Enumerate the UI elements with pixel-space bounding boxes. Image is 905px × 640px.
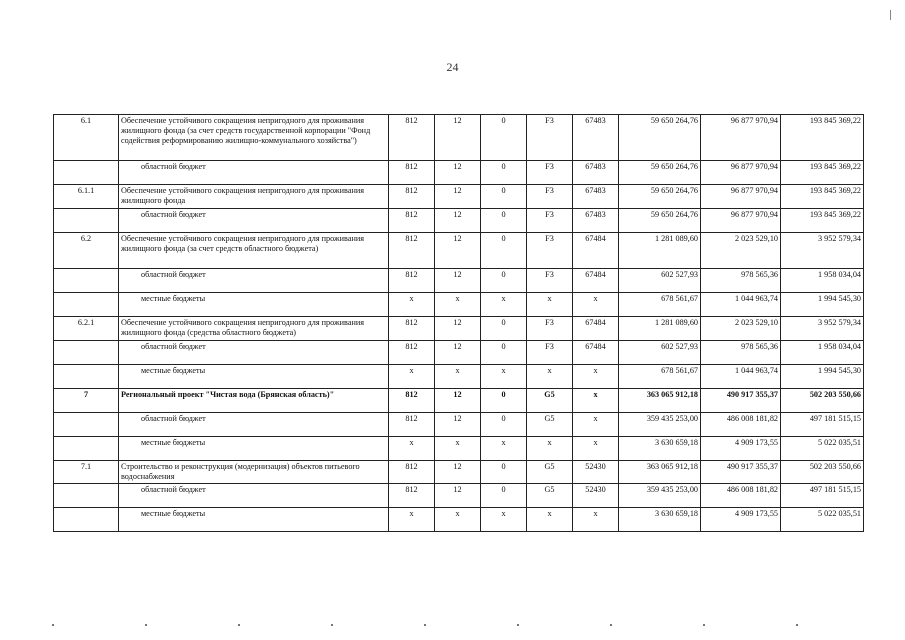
cell-code-subsection: 0	[481, 115, 527, 161]
cell-row-number	[54, 508, 119, 532]
cell-code-project: F3	[527, 341, 573, 365]
cell-amount-year2: 4 909 173,55	[701, 437, 781, 461]
cell-row-number: 6.1.1	[54, 185, 119, 209]
cell-amount-year3: 193 845 369,22	[781, 185, 864, 209]
table-row	[54, 484, 864, 508]
cell-item-name: местные бюджеты	[119, 293, 389, 317]
cell-amount-year1: 1 281 089,60	[619, 233, 701, 269]
cell-code-project: F3	[527, 233, 573, 269]
table-row	[54, 413, 864, 437]
cell-item-name: областной бюджет	[119, 209, 389, 233]
cell-amount-year3: 1 958 034,04	[781, 269, 864, 293]
cell-code-project: x	[527, 365, 573, 389]
cell-row-number	[54, 161, 119, 185]
cell-row-number: 6.1	[54, 115, 119, 161]
cell-code-section: 12	[435, 269, 481, 293]
cell-amount-year3: 193 845 369,22	[781, 161, 864, 185]
cell-amount-year3: 1 994 545,30	[781, 365, 864, 389]
cell-item-name: областной бюджет	[119, 413, 389, 437]
cell-code-grbs: 812	[389, 413, 435, 437]
cell-amount-year2: 96 877 970,94	[701, 209, 781, 233]
cell-code-direction: 67483	[573, 161, 619, 185]
cell-code-section: 12	[435, 185, 481, 209]
cell-amount-year3: 193 845 369,22	[781, 115, 864, 161]
cell-code-subsection: 0	[481, 161, 527, 185]
cell-code-project: F3	[527, 209, 573, 233]
table-row	[54, 115, 864, 161]
cell-amount-year1: 59 650 264,76	[619, 185, 701, 209]
cell-code-project: G5	[527, 413, 573, 437]
cell-code-direction: x	[573, 437, 619, 461]
cell-code-grbs: 812	[389, 185, 435, 209]
cell-amount-year3: 1 994 545,30	[781, 293, 864, 317]
cell-amount-year3: 497 181 515,15	[781, 484, 864, 508]
cell-row-number	[54, 341, 119, 365]
cell-amount-year1: 678 561,67	[619, 293, 701, 317]
cell-item-name: Обеспечение устойчивого сокращения непригодного для проживания жилищного фонда (средства областного бюджета)	[119, 317, 389, 341]
cell-row-number	[54, 413, 119, 437]
cell-amount-year2: 978 565,36	[701, 341, 781, 365]
cell-amount-year3: 1 958 034,04	[781, 341, 864, 365]
cell-code-grbs: 812	[389, 389, 435, 413]
cell-code-direction: 67483	[573, 115, 619, 161]
cell-code-subsection: 0	[481, 317, 527, 341]
cell-code-subsection: x	[481, 437, 527, 461]
cell-code-project: F3	[527, 317, 573, 341]
cell-code-grbs: 812	[389, 461, 435, 484]
cell-code-direction: x	[573, 389, 619, 413]
cell-code-grbs: 812	[389, 341, 435, 365]
cell-code-subsection: 0	[481, 185, 527, 209]
cell-amount-year2: 96 877 970,94	[701, 115, 781, 161]
cell-item-name: областной бюджет	[119, 269, 389, 293]
cell-amount-year3: 193 845 369,22	[781, 209, 864, 233]
cell-amount-year1: 602 527,93	[619, 341, 701, 365]
table-row	[54, 341, 864, 365]
table-row	[54, 269, 864, 293]
table-row	[54, 317, 864, 341]
cell-amount-year1: 59 650 264,76	[619, 115, 701, 161]
cell-code-direction: x	[573, 508, 619, 532]
cell-code-grbs: x	[389, 365, 435, 389]
cell-code-project: x	[527, 437, 573, 461]
cell-row-number	[54, 437, 119, 461]
cell-amount-year2: 96 877 970,94	[701, 185, 781, 209]
cell-code-subsection: 0	[481, 341, 527, 365]
cell-code-grbs: 812	[389, 161, 435, 185]
cell-amount-year2: 96 877 970,94	[701, 161, 781, 185]
table-row	[54, 293, 864, 317]
cell-code-subsection: 0	[481, 413, 527, 437]
cell-code-direction: x	[573, 413, 619, 437]
table-row	[54, 233, 864, 269]
cell-item-name: областной бюджет	[119, 341, 389, 365]
cell-code-section: x	[435, 365, 481, 389]
cell-amount-year2: 1 044 963,74	[701, 365, 781, 389]
cell-code-direction: 67484	[573, 233, 619, 269]
cell-amount-year1: 363 065 912,18	[619, 389, 701, 413]
budget-table-body	[54, 115, 864, 532]
table-row	[54, 437, 864, 461]
cell-code-subsection: x	[481, 293, 527, 317]
cell-amount-year2: 486 008 181,82	[701, 413, 781, 437]
cell-amount-year1: 1 281 089,60	[619, 317, 701, 341]
cell-amount-year3: 497 181 515,15	[781, 413, 864, 437]
cell-code-subsection: 0	[481, 233, 527, 269]
page-number: 24	[446, 60, 459, 74]
cell-code-subsection: 0	[481, 209, 527, 233]
cell-amount-year3: 502 203 550,66	[781, 461, 864, 484]
cell-code-project: x	[527, 508, 573, 532]
cell-code-direction: 67484	[573, 341, 619, 365]
cell-item-name: Обеспечение устойчивого сокращения непригодного для проживания жилищного фонда	[119, 185, 389, 209]
cell-code-grbs: 812	[389, 233, 435, 269]
cell-code-direction: 67484	[573, 317, 619, 341]
cell-code-subsection: 0	[481, 389, 527, 413]
cell-code-section: 12	[435, 317, 481, 341]
cell-amount-year1: 359 435 253,00	[619, 413, 701, 437]
cell-amount-year2: 2 023 529,10	[701, 233, 781, 269]
cell-amount-year2: 1 044 963,74	[701, 293, 781, 317]
cell-code-project: G5	[527, 389, 573, 413]
cell-item-name: Обеспечение устойчивого сокращения непригодного для проживания жилищного фонда (за счет средств областного бюджета)	[119, 233, 389, 269]
cell-item-name: Обеспечение устойчивого сокращения непригодного для проживания жилищного фонда (за счет средств государственной корпорации "Фонд содействия реформированию жилищно-коммунального хозяйства")	[119, 115, 389, 161]
cell-code-project: x	[527, 293, 573, 317]
cell-code-subsection: x	[481, 508, 527, 532]
cell-code-subsection: 0	[481, 461, 527, 484]
cell-amount-year2: 2 023 529,10	[701, 317, 781, 341]
cell-amount-year2: 486 008 181,82	[701, 484, 781, 508]
cell-code-project: G5	[527, 461, 573, 484]
cell-amount-year2: 978 565,36	[701, 269, 781, 293]
cell-code-direction: x	[573, 365, 619, 389]
cell-code-project: F3	[527, 185, 573, 209]
cell-row-number: 7	[54, 389, 119, 413]
table-row	[54, 185, 864, 209]
cell-row-number	[54, 209, 119, 233]
cell-code-grbs: 812	[389, 115, 435, 161]
cell-code-project: F3	[527, 161, 573, 185]
table-row	[54, 209, 864, 233]
cell-amount-year1: 359 435 253,00	[619, 484, 701, 508]
cell-code-direction: x	[573, 293, 619, 317]
cell-row-number: 6.2.1	[54, 317, 119, 341]
cell-code-project: F3	[527, 269, 573, 293]
cell-amount-year3: 3 952 579,34	[781, 233, 864, 269]
cell-code-subsection: 0	[481, 269, 527, 293]
table-row	[54, 365, 864, 389]
cell-code-section: x	[435, 293, 481, 317]
cell-code-grbs: x	[389, 437, 435, 461]
cell-code-grbs: 812	[389, 209, 435, 233]
cell-code-subsection: 0	[481, 484, 527, 508]
cell-amount-year1: 59 650 264,76	[619, 209, 701, 233]
cell-row-number	[54, 484, 119, 508]
cell-amount-year3: 5 022 035,51	[781, 437, 864, 461]
cell-amount-year1: 678 561,67	[619, 365, 701, 389]
cell-code-direction: 67484	[573, 269, 619, 293]
cell-item-name: Региональный проект "Чистая вода (Брянская область)"	[119, 389, 389, 413]
table-row	[54, 389, 864, 413]
cell-code-project: F3	[527, 115, 573, 161]
cell-row-number: 6.2	[54, 233, 119, 269]
cell-code-grbs: 812	[389, 269, 435, 293]
cell-code-section: x	[435, 437, 481, 461]
budget-table	[53, 114, 864, 532]
cell-code-section: 12	[435, 161, 481, 185]
cell-amount-year2: 490 917 355,37	[701, 461, 781, 484]
cell-amount-year3: 3 952 579,34	[781, 317, 864, 341]
cell-item-name: местные бюджеты	[119, 437, 389, 461]
scan-bottom-marks	[40, 624, 870, 632]
table-row	[54, 508, 864, 532]
cell-row-number	[54, 269, 119, 293]
cell-code-direction: 67483	[573, 209, 619, 233]
cell-code-section: 12	[435, 413, 481, 437]
cell-code-section: 12	[435, 233, 481, 269]
cell-amount-year3: 502 203 550,66	[781, 389, 864, 413]
cell-code-direction: 52430	[573, 461, 619, 484]
cell-code-section: x	[435, 508, 481, 532]
cell-code-grbs: 812	[389, 484, 435, 508]
cell-row-number: 7.1	[54, 461, 119, 484]
cell-code-grbs: 812	[389, 317, 435, 341]
cell-item-name: областной бюджет	[119, 484, 389, 508]
cell-code-section: 12	[435, 389, 481, 413]
cell-item-name: Строительство и реконструкция (модернизация) объектов питьевого водоснабжения	[119, 461, 389, 484]
cell-code-grbs: x	[389, 293, 435, 317]
table-row	[54, 161, 864, 185]
cell-amount-year1: 59 650 264,76	[619, 161, 701, 185]
cell-amount-year2: 490 917 355,37	[701, 389, 781, 413]
cell-amount-year1: 3 630 659,18	[619, 508, 701, 532]
cell-code-project: G5	[527, 484, 573, 508]
cell-code-section: 12	[435, 209, 481, 233]
cell-code-section: 12	[435, 461, 481, 484]
cell-amount-year3: 5 022 035,51	[781, 508, 864, 532]
table-row	[54, 461, 864, 484]
cell-code-section: 12	[435, 341, 481, 365]
cell-code-grbs: x	[389, 508, 435, 532]
cell-item-name: местные бюджеты	[119, 508, 389, 532]
scan-edge-mark	[890, 10, 891, 20]
cell-item-name: местные бюджеты	[119, 365, 389, 389]
cell-code-section: 12	[435, 484, 481, 508]
cell-code-direction: 52430	[573, 484, 619, 508]
cell-code-section: 12	[435, 115, 481, 161]
cell-amount-year2: 4 909 173,55	[701, 508, 781, 532]
cell-row-number	[54, 293, 119, 317]
cell-amount-year1: 3 630 659,18	[619, 437, 701, 461]
cell-row-number	[54, 365, 119, 389]
cell-code-subsection: x	[481, 365, 527, 389]
cell-item-name: областной бюджет	[119, 161, 389, 185]
cell-amount-year1: 363 065 912,18	[619, 461, 701, 484]
cell-amount-year1: 602 527,93	[619, 269, 701, 293]
cell-code-direction: 67483	[573, 185, 619, 209]
